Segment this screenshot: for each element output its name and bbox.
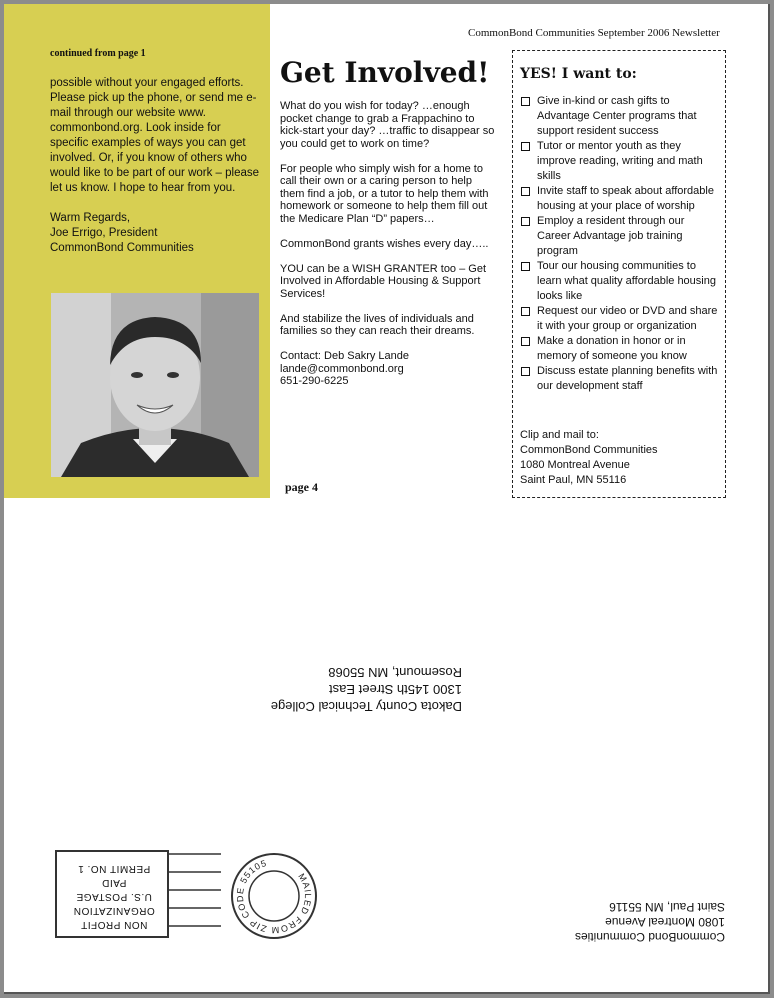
contact-email: lande@commonbond.org [280, 362, 404, 375]
coupon-option: Discuss estate planning benefits with our development staff [520, 364, 720, 394]
postage-lines [55, 850, 221, 938]
recipient-name: Dakota County Technical College [270, 699, 462, 714]
article-paragraph: YOU can be a WISH GRANTER too – Get Involved in Affordable Housing & Support Services! [280, 262, 487, 300]
coupon-option: Make a donation in honor or in memory of someone you know [520, 334, 720, 364]
checkbox-icon[interactable] [521, 337, 530, 346]
coupon-heading: YES! I want to: [520, 66, 637, 82]
article-title: Get Involved! [280, 56, 490, 89]
letter-closing: Warm Regards, [50, 212, 131, 224]
coupon-option: Request our video or DVD and share it with your group or organization [520, 304, 720, 334]
newsletter-page [4, 4, 770, 994]
return-address [545, 899, 725, 944]
checkbox-icon[interactable] [521, 217, 530, 226]
checkbox-icon[interactable] [521, 307, 530, 316]
checkbox-icon[interactable] [521, 142, 530, 151]
article-body [280, 100, 496, 388]
checkbox-icon[interactable] [521, 97, 530, 106]
checkbox-icon[interactable] [521, 262, 530, 271]
contact-phone: 651-290-6225 [280, 375, 349, 387]
article-paragraph: CommonBond grants wishes every day….. [280, 237, 489, 250]
clip-street: 1080 Montreal Avenue [520, 459, 630, 471]
coupon-option: Tour our housing communities to learn what quality affordable housing looks like [520, 259, 720, 304]
recipient-city: Rosemount, MN 55068 [328, 665, 462, 680]
article-paragraph: For people who simply wish for a home to call their own or a caring person to help them find a job, or a tutor to help them with homework or someone to help them fill out the Medicare Plan “D” papers… [280, 162, 489, 225]
recipient-address [252, 664, 462, 715]
coupon-option: Tutor or mentor youth as they improve reading, writing and math skills [520, 139, 720, 184]
letter-signer: Joe Errigo, President [50, 227, 158, 239]
president-photo [51, 293, 259, 477]
coupon-option: Invite staff to speak about affordable housing at your place of worship [520, 184, 720, 214]
postmark-stamp [230, 852, 318, 940]
page-number: page 4 [285, 480, 318, 494]
article-paragraph: What do you wish for today? …enough pocket change to grab a Frappachino to kick-start your day? …traffic to disappear so you could get to work on time? [280, 100, 495, 150]
postmark-text: MAILED FROM ZIP CODE 55105 [234, 857, 314, 936]
clip-coupon [512, 50, 726, 498]
permit-line: U.S. POSTAGE [76, 891, 152, 902]
recipient-street: 1300 145th Street East [329, 682, 462, 697]
checkbox-icon[interactable] [521, 367, 530, 376]
president-letter [50, 76, 262, 256]
postmark-icon [230, 852, 318, 940]
permit-line: ORGANIZATION [73, 905, 155, 916]
letter-body: possible without your engaged efforts. Please pick up the phone, or send me e-mail through our website www. commonbond.org. Look inside for specific examples of ways you can get involved. Or, if you know of others who would like to be part of our work – please let us know. I hope to hear from you. [50, 77, 260, 194]
letter-org: CommonBond Communities [50, 242, 194, 254]
coupon-option: Give in-kind or cash gifts to Advantage Center programs that support resident success [520, 94, 720, 139]
return-name: CommonBond Communities [574, 930, 725, 944]
clip-address [520, 428, 658, 488]
svg-text:MAILED FROM ZIP CODE 55105 [230, 852, 318, 940]
clip-city: Saint Paul, MN 55116 [520, 474, 627, 486]
newsletter-header: CommonBond Communities September 2006 Newsletter [468, 27, 720, 39]
permit-line: PAID [101, 877, 127, 888]
return-city: Saint Paul, MN 55116 [609, 900, 725, 914]
return-street: 1080 Montreal Avenue [605, 915, 725, 929]
coupon-option: Employ a resident through our Career Advantage job training program [520, 214, 720, 259]
letter-panel [4, 4, 270, 498]
permit-line: PERMIT NO. 1 [77, 863, 151, 874]
clip-label: Clip and mail to: [520, 429, 599, 441]
checkbox-icon[interactable] [521, 187, 530, 196]
clip-org: CommonBond Communities [520, 444, 658, 456]
permit-line: NON PROFIT [80, 919, 148, 930]
continued-note: continued from page 1 [50, 48, 146, 59]
coupon-options [520, 94, 720, 394]
article-paragraph: And stabilize the lives of individuals and families so they can reach their dreams. [280, 312, 475, 337]
contact-name: Contact: Deb Sakry Lande [280, 350, 410, 362]
postage-permit [55, 850, 221, 938]
